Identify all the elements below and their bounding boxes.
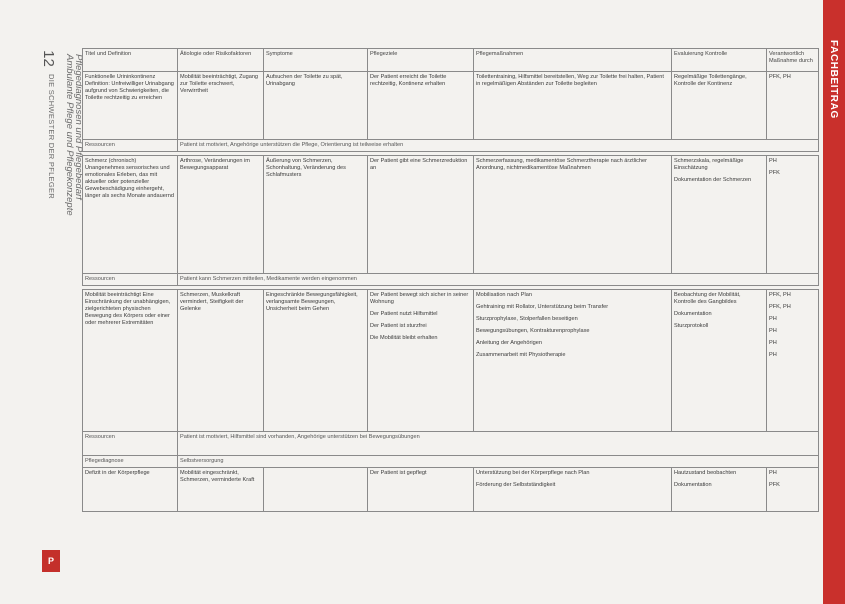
measure-item: Unterstützung bei der Körperpflege nach Plan: [476, 470, 590, 476]
table-row: [83, 468, 819, 512]
goal-item: Der Patient nutzt Hilfsmittel: [370, 311, 438, 317]
col-header-responsible: Verantwortlich Maßnahme durch: [767, 49, 819, 72]
table-header-row: [83, 49, 819, 72]
col-header-evaluation: Evaluierung Kontrolle: [672, 49, 767, 72]
cell-etiology: Mobilität eingeschränkt, Schmerzen, verminderte Kraft: [178, 468, 264, 512]
measure-item: Bewegungsübungen, Kontrakturenprophylaxe: [476, 328, 590, 334]
responsible-item: PH: [769, 352, 777, 358]
left-margin: [18, 22, 84, 592]
measure-item: Mobilisation nach Plan: [476, 292, 532, 298]
col-header-etiology: Ätiologie oder Risikofaktoren: [178, 49, 264, 72]
measure-item: Anleitung der Angehörigen: [476, 340, 542, 346]
cell-measures: [474, 468, 672, 512]
responsible-item: PH: [769, 316, 777, 322]
resources-text: Patient ist motiviert, Angehörige unterstützen die Pflege, Orientierung ist teilweise erhalten: [178, 140, 819, 152]
cell-evaluation: [672, 468, 767, 512]
cell-symptoms: Äußerung von Schmerzen, Schonhaltung, Veränderung des Schlafmusters: [264, 156, 368, 274]
cell-etiology: Mobilität beeinträchtigt, Zugang zur Toilette erschwert, Verwirrtheit: [178, 72, 264, 140]
responsible-item: PFK: [769, 482, 780, 488]
cell-responsible: [767, 156, 819, 274]
responsible-item: PH: [769, 328, 777, 334]
cell-symptoms: Eingeschränkte Bewegungsfähigkeit, verlangsamte Bewegungen, Unsicherheit beim Gehen: [264, 290, 368, 432]
diagnosis-label: Pflegediagnose: [83, 456, 178, 468]
col-header-measures: Pflegemaßnahmen: [474, 49, 672, 72]
evaluation-item: Dokumentation der Schmerzen: [674, 177, 752, 183]
table-row: [83, 290, 819, 432]
cell-responsible: PFK, PH: [767, 72, 819, 140]
measure-item: Zusammenarbeit mit Physiotherapie: [476, 352, 566, 358]
diagnosis-heading-row: [83, 456, 819, 468]
resources-text: Patient ist motiviert, Hilfsmittel sind vorhanden, Angehörige unterstützen bei Bewegungsübungen: [178, 432, 819, 456]
responsible-item: PFK, PH: [769, 292, 791, 298]
responsible-item: PH: [769, 470, 777, 476]
section-label: FACHBEITRAG: [828, 40, 839, 119]
cell-etiology: Schmerzen, Muskelkraft vermindert, Steifigkeit der Gelenke: [178, 290, 264, 432]
care-plan-table: [82, 48, 819, 512]
publisher-logo: P: [42, 550, 60, 572]
cell-title: Funktionelle Urininkontinenz Definition: Unfreiwilliger Urinabgang aufgrund von Schwierigkeiten, die Toilette rechtzeitig zu erreichen: [83, 72, 178, 140]
cell-goals: Der Patient erreicht die Toilette rechtzeitig, Kontinenz erhalten: [368, 72, 474, 140]
measure-item: Förderung der Selbstständigkeit: [476, 482, 556, 488]
responsible-item: PFK, PH: [769, 304, 791, 310]
cell-evaluation: [672, 156, 767, 274]
measure-item: Gehtraining mit Rollator, Unterstützung beim Transfer: [476, 304, 609, 310]
resources-label: Ressourcen: [83, 274, 178, 286]
cell-title: Mobilität beeinträchtigt Eine Einschränkung der unabhängigen, zielgerichteten physischen Bewegung des Körpers oder einer oder mehrerer Extremitäten: [83, 290, 178, 432]
journal-title: DIE SCHWESTER DER PFLEGER: [47, 74, 56, 200]
goal-item: Der Patient ist sturzfrei: [370, 323, 427, 329]
cell-evaluation: Regelmäßige Toilettengänge, Kontrolle der Kontinenz: [672, 72, 767, 140]
table-row: [83, 72, 819, 140]
cell-title: Defizit in der Körperpflege: [83, 468, 178, 512]
evaluation-item: Schmerzskala, regelmäßige Einschätzung: [674, 158, 744, 171]
responsible-item: PH: [769, 340, 777, 346]
section-strip: [823, 0, 845, 604]
measure-item: Sturzprophylaxe, Stolperfallen beseitigen: [476, 316, 578, 322]
cell-title: Schmerz (chronisch) Unangenehmes sensorisches und emotionales Erleben, das mit aktueller oder potenzieller Gewebeschädigung einhergeht, länger als sechs Monate andauernd: [83, 156, 178, 274]
cell-goals: [368, 290, 474, 432]
page-number: 12: [39, 50, 57, 67]
goal-item: Die Mobilität bleibt erhalten: [370, 335, 438, 341]
evaluation-item: Beobachtung der Mobilität, Kontrolle des Gangbildes: [674, 292, 741, 305]
cell-symptoms: Aufsuchen der Toilette zu spät, Urinabgang: [264, 72, 368, 140]
evaluation-item: Dokumentation: [674, 482, 712, 488]
resources-row: [83, 140, 819, 152]
col-header-symptoms: Symptome: [264, 49, 368, 72]
cell-measures: Toilettentraining, Hilfsmittel bereitstellen, Weg zur Toilette frei halten, Patient in regelmäßigen Abständen zur Toilette begleiten: [474, 72, 672, 140]
cell-responsible: [767, 468, 819, 512]
evaluation-item: Sturzprotokoll: [674, 323, 709, 329]
cell-symptoms: [264, 468, 368, 512]
cell-etiology: Arthrose, Veränderungen im Bewegungsapparat: [178, 156, 264, 274]
cell-measures: Schmerzerfassung, medikamentöse Schmerztherapie nach ärztlicher Anordnung, nichtmedikamentöse Maßnahmen: [474, 156, 672, 274]
cell-responsible: [767, 290, 819, 432]
evaluation-item: Dokumentation: [674, 311, 712, 317]
table-row: [83, 156, 819, 274]
cell-goals: Der Patient ist gepflegt: [368, 468, 474, 512]
evaluation-item: Hautzustand beobachten: [674, 470, 737, 476]
running-title: Pflegediagnosen und Pflegebedarf: [73, 54, 84, 200]
goal-item: Der Patient bewegt sich sicher in seiner Wohnung: [370, 292, 469, 305]
resources-row: [83, 432, 819, 456]
cell-goals: Der Patient gibt eine Schmerzreduktion an: [368, 156, 474, 274]
diagnosis-value: Selbstversorgung: [178, 456, 819, 468]
responsible-item: PH: [769, 158, 777, 164]
cell-measures: [474, 290, 672, 432]
resources-label: Ressourcen: [83, 140, 178, 152]
cell-evaluation: [672, 290, 767, 432]
responsible-item: PFK: [769, 170, 780, 176]
col-header-goals: Pflegeziele: [368, 49, 474, 72]
resources-row: [83, 274, 819, 286]
resources-text: Patient kann Schmerzen mitteilen, Medikamente werden eingenommen: [178, 274, 819, 286]
resources-label: Ressourcen: [83, 432, 178, 456]
running-subtitle: Ambulante Pflege und Pflegekonzepte: [64, 54, 75, 216]
col-header-title: Titel und Definition: [83, 49, 178, 72]
